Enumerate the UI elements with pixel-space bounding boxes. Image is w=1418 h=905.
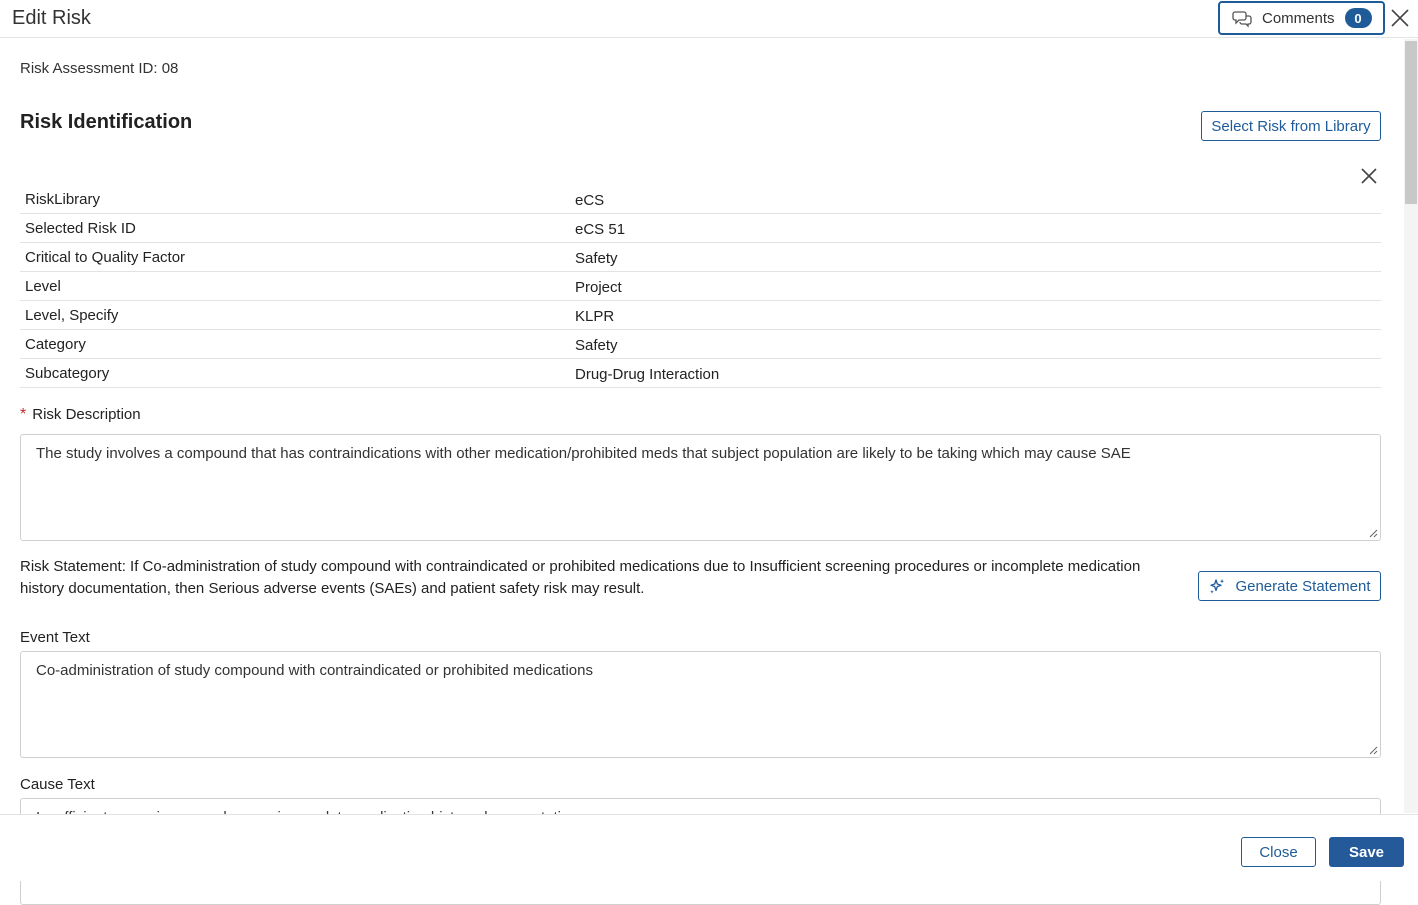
risk-description-label [20,406,141,424]
detail-value: KLPR [575,308,615,325]
comments-count-badge: 0 [1345,8,1372,28]
table-row [20,243,1381,272]
risk-description-textarea[interactable] [20,434,1381,541]
vertical-scrollbar[interactable] [1404,39,1418,813]
table-row [20,214,1381,243]
event-text-value: Co-administration of study compound with contraindicated or prohibited medications [36,662,593,679]
detail-label: Level, Specify [25,307,119,324]
risk-description-value: The study involves a compound that has contraindications with other medication/prohibited meds that subject population are likely to be taking which may cause SAE [36,445,1131,462]
sparkle-icon [1208,577,1226,595]
clear-selection-close-icon[interactable] [1359,166,1379,186]
risk-statement: Risk Statement: If Co-administration of study compound with contraindicated or prohibited medications due to Insufficient screening procedures or incomplete medication history documentation, then Serious adverse events (SAEs) and patient safety risk may result. [20,558,1141,597]
detail-value: Project [575,279,622,296]
risk-details-table [20,185,1381,388]
close-icon[interactable] [1389,7,1411,29]
detail-value: Drug-Drug Interaction [575,366,720,383]
generate-statement-label: Generate Statement [1235,577,1371,595]
detail-value: eCS 51 [575,221,626,238]
scrollbar-thumb[interactable] [1405,41,1417,204]
comments-icon [1232,9,1252,27]
detail-value: eCS [575,192,605,209]
event-text-label: Event Text [20,629,90,646]
risk-description-label-text: Risk Description [32,406,141,423]
detail-label: RiskLibrary [25,191,101,208]
close-button[interactable]: Close [1241,837,1316,867]
event-text-textarea[interactable] [20,651,1381,758]
detail-label: Level [25,278,61,295]
detail-label: Selected Risk ID [25,220,136,237]
cause-text-label: Cause Text [20,776,95,793]
detail-value: Safety [575,337,618,354]
table-row [20,185,1381,214]
detail-label: Subcategory [25,365,110,382]
detail-value: Safety [575,250,618,267]
detail-label: Critical to Quality Factor [25,249,186,266]
resize-grip-icon[interactable] [1368,745,1378,755]
comments-label: Comments [1262,9,1335,27]
required-marker: * [20,406,27,423]
detail-label: Category [25,336,86,353]
dialog-body [0,39,1404,813]
table-row [20,330,1381,359]
table-row [20,301,1381,330]
dialog-title: Edit Risk [12,7,91,29]
section-title: Risk Identification [20,111,193,133]
generate-statement-button[interactable] [1198,571,1381,601]
table-row [20,272,1381,301]
table-row [20,359,1381,388]
dialog-footer [0,814,1418,881]
comments-button[interactable] [1218,1,1385,35]
dialog-header [0,0,1418,38]
risk-assessment-id: Risk Assessment ID: 08 [20,60,179,77]
save-button[interactable]: Save [1329,837,1404,867]
resize-grip-icon[interactable] [1368,528,1378,538]
select-risk-from-library-button[interactable]: Select Risk from Library [1201,111,1381,141]
